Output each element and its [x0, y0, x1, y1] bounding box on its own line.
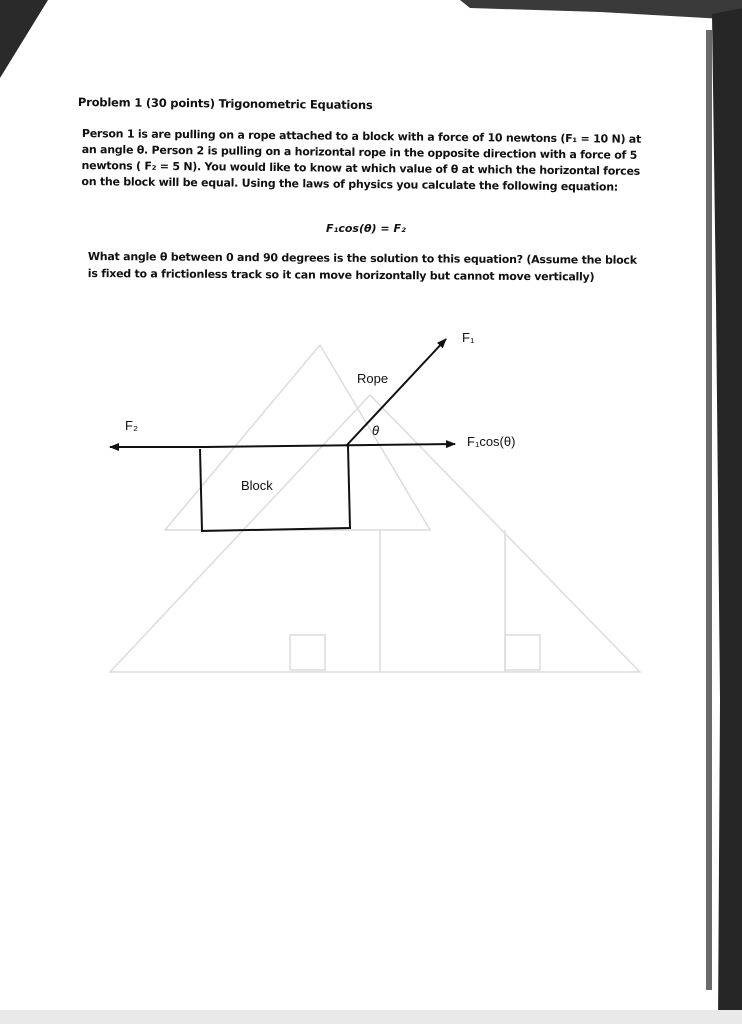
f1cos-arrow [205, 444, 455, 447]
label-f2: F₂ [125, 418, 138, 433]
label-f1cos: F₁cos(θ) [467, 434, 516, 449]
block-rect [200, 446, 350, 531]
label-theta: θ [372, 423, 380, 438]
label-f1: F₁ [462, 330, 475, 345]
label-block: Block [241, 478, 273, 493]
problem-title: Problem 1 (30 points) Trigonometric Equations [77, 95, 373, 113]
equation: F₁cos(θ) = F₂ [326, 222, 406, 235]
rope-arrow [346, 339, 446, 446]
question-text: What angle θ between 0 and 90 degrees is the solution to this equation? (Assume the block is fixed to a frictionless track so it can move horizontally but cannot move vertically) [87, 249, 637, 284]
problem-paragraph: Person 1 is are pulling on a rope attached to a block with a force of 10 newtons (F₁ = 10 N) at an angle θ. Person 2 is pulling on a horizontal rope in the opposite direction with a force of 5 newtons ( F₂ = 5 N). You would like to know at which value of θ at which the horizontal forces on the block will be equal. Using the laws of physics you calculate the following equation: [81, 126, 642, 194]
label-rope: Rope [357, 371, 389, 386]
